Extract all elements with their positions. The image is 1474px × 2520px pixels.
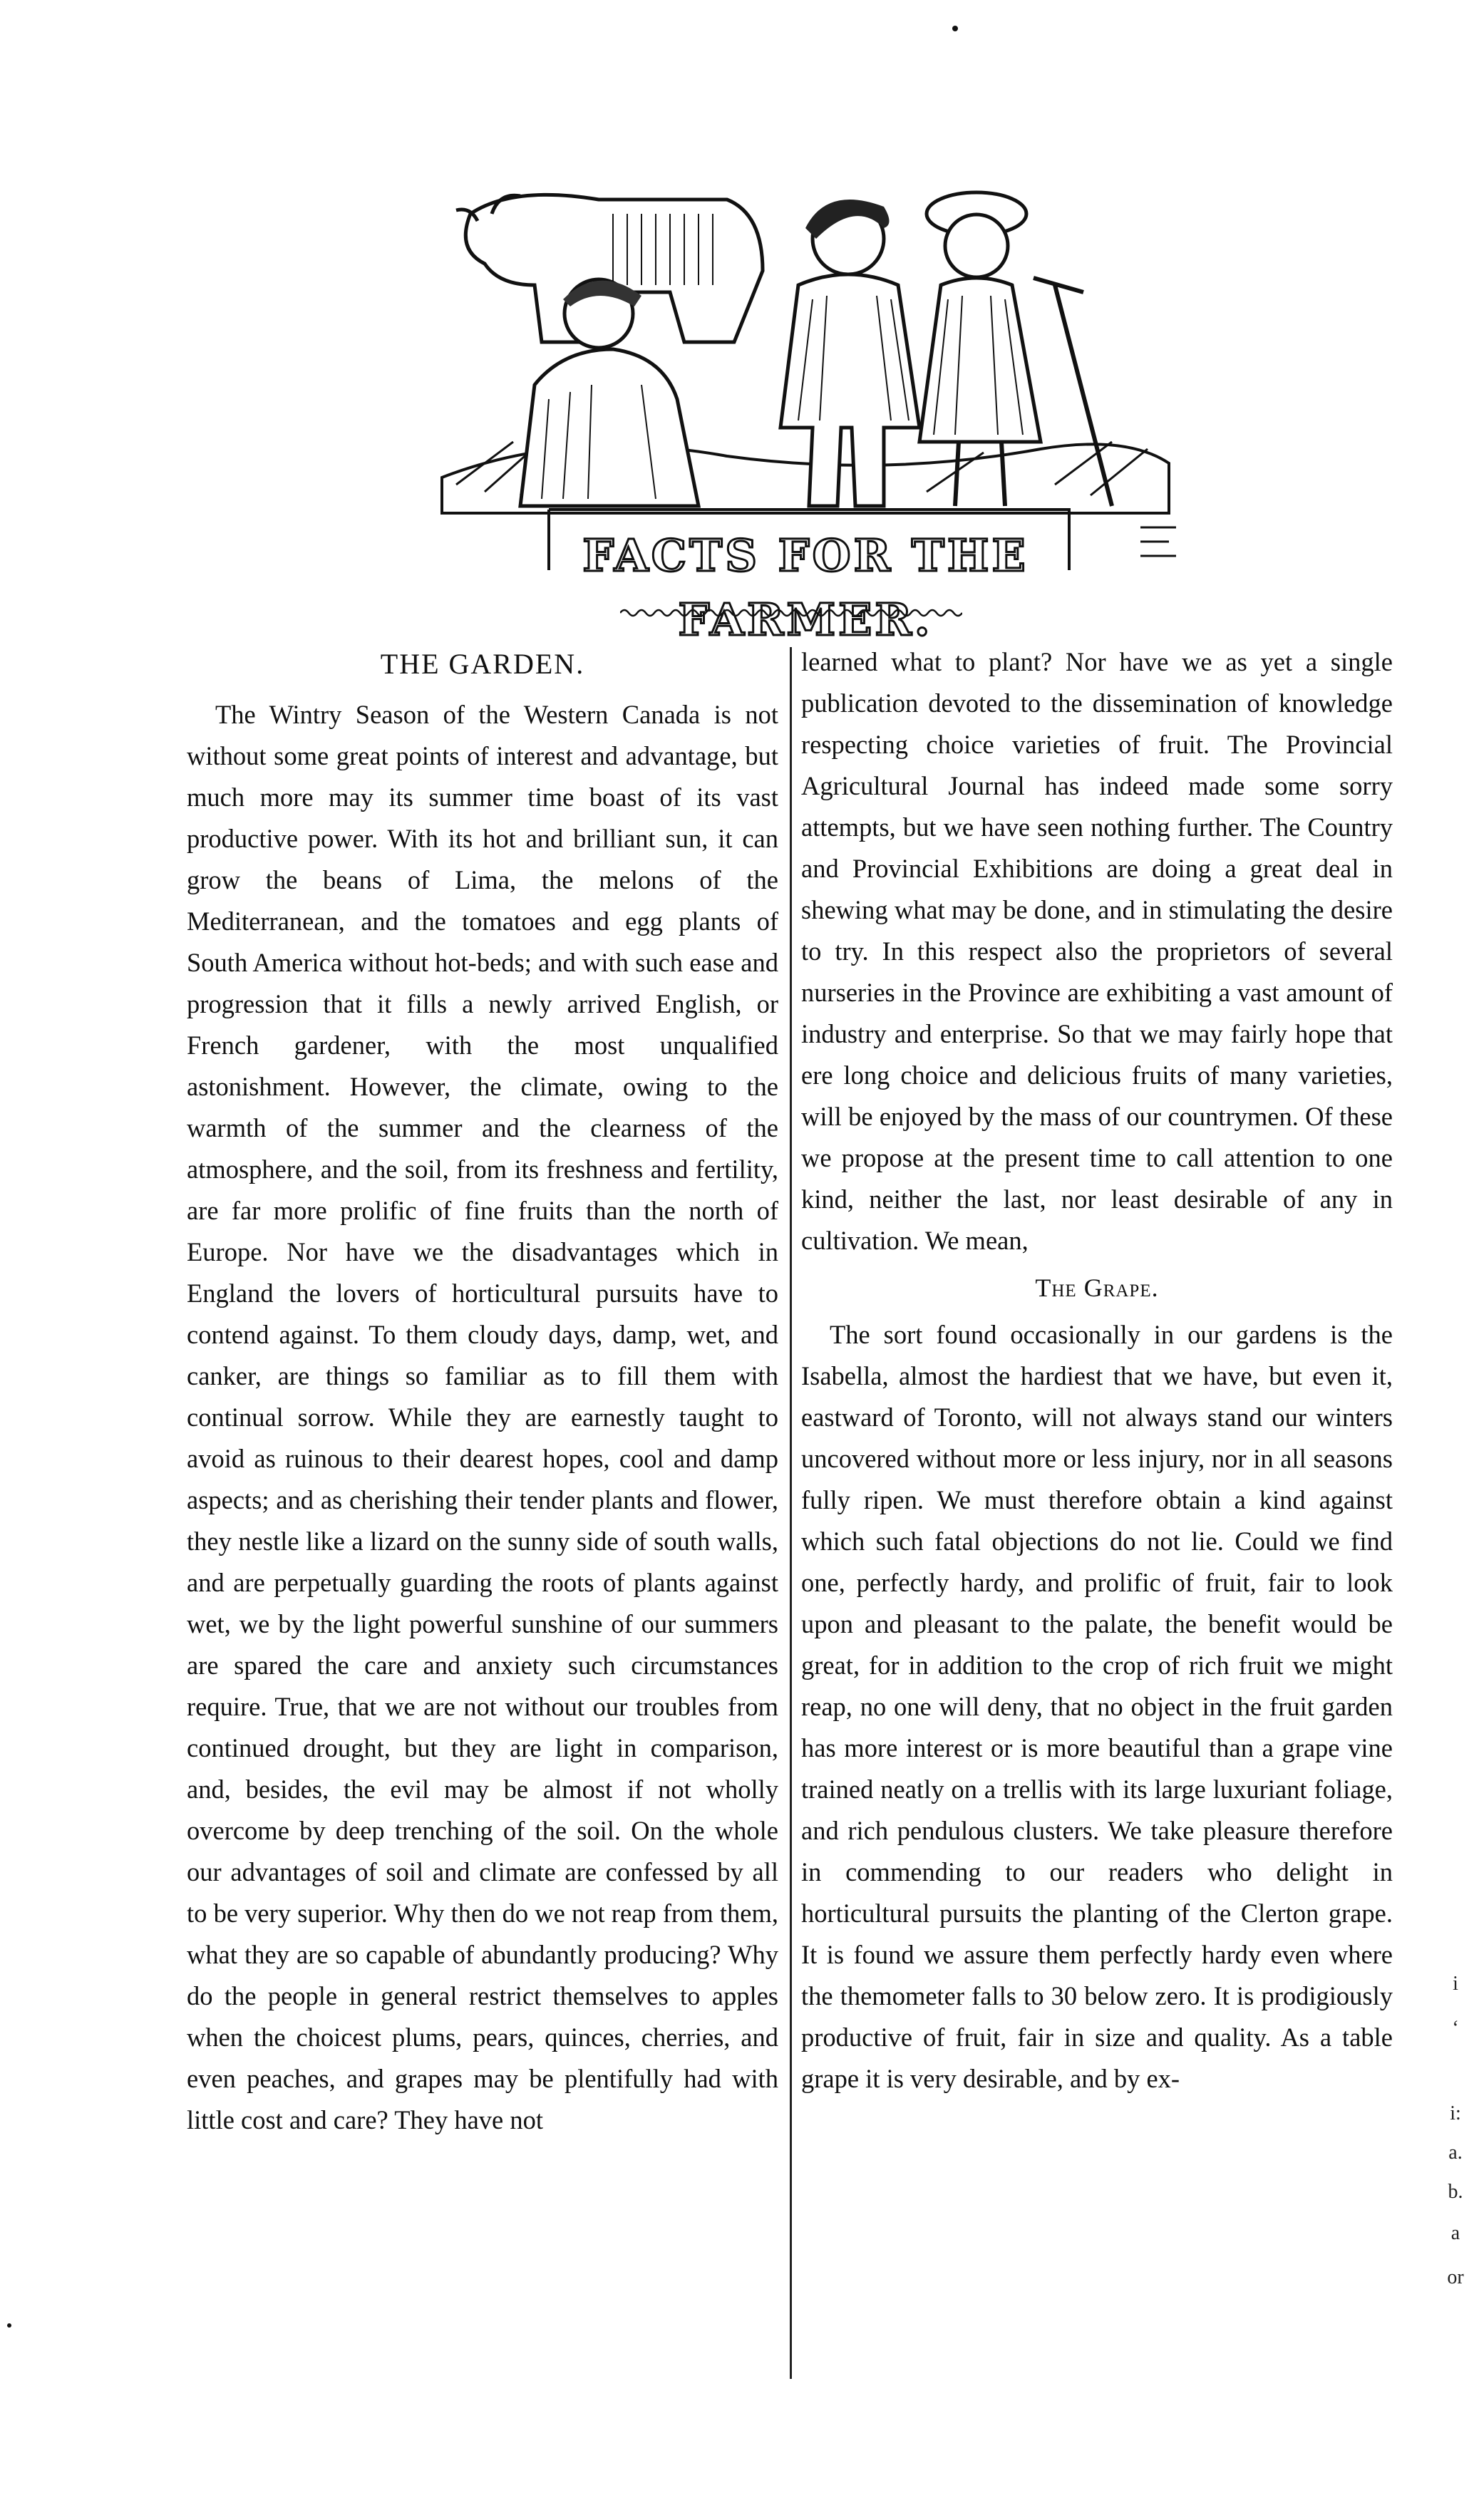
margin-fragment: a. xyxy=(1448,2142,1463,2164)
right-column xyxy=(801,641,1393,2100)
print-speck xyxy=(952,26,958,31)
margin-fragment: b. xyxy=(1448,2181,1463,2203)
margin-fragment: or xyxy=(1447,2266,1464,2288)
margin-fragment: a xyxy=(1450,2222,1460,2244)
column-divider xyxy=(790,647,792,2379)
section-banner-title: FACTS FOR THE FARMER. xyxy=(582,530,1029,646)
header-illustration xyxy=(428,171,1183,570)
article-heading: THE GARDEN. xyxy=(380,648,585,680)
margin-fragment: i: xyxy=(1450,2102,1461,2124)
left-column xyxy=(187,641,778,2141)
print-speck xyxy=(7,2323,11,2328)
paragraph: The Wintry Season of the Western Canada is not without some great points of interest and advantage, but much more may its summer time boast of its vast productive power. With its hot and brilliant sun, it can grow the beans of Lima, the melons of the Mediterranean, and the tomatoes and egg plants of South America without hot-beds; and with such ease and progression that it fills a newly arrived English, or French gardener, with the most unqualified astonishment. However, the climate, owing to the warmth of the summer and the clearness of the atmosphere, and the soil, from its freshness and fertility, are far more prolific of fine fruits than the north of Europe. Nor have we the disadvantages which in England the lovers of horticultural pursuits have to contend against. To them cloudy days, damp, wet, and canker, are things so familiar as to fill them with continual sorrow. While they are earnestly taught to avoid as ruinous to their dearest hopes, cool and damp aspects; and as cherishing their tender plants and flower, they nestle like a lizard on the sunny side of south walls, and are perpetually guarding the roots of plants against wet, we by the light powerful sunshine of our summers are spared the care and anxiety such circumstances require. True, that we are not without our troubles from continued drought, but they are light in comparison, and, besides, the evil may be almost if not wholly overcome by deep trenching of the soil. On the whole our advantages of soil and climate are confessed by all to be very superior. Why then do we not reap from them, what they are so capable of abundantly producing? Why do the people in general restrict themselves to apples when the choicest plums, pears, quinces, cherries, and even peaches, and grapes may be plentifully had with little cost and care? They have not xyxy=(187,700,778,2134)
subheading: The Grape. xyxy=(1035,1274,1159,1302)
margin-fragment: i xyxy=(1453,1973,1458,1995)
paragraph: The sort found occasionally in our gardens is the Isabella, almost the hardiest that we have, but even it, eastward of Toronto, will not always stand our winters uncovered without more or less injury, nor in all seasons fully ripen. We must therefore obtain a kind against which such fatal objections do not lie. Could we find one, perfectly hardy, and prolific of fruit, fair to look upon and pleasant to the palate, the benefit would be great, for in addition to the crop of rich fruit we might reap, no one will deny, that no object in the fruit garden has more interest or is more beautiful than a grape vine trained neatly on a trellis with its large luxuriant foliage, and rich pendulous clusters. We take pleasure therefore in commending to our readers who delight in horticultural pursuits the planting of the Clerton grape. It is found we assure them perfectly hardy even where the themometer falls to 30 below zero. It is prodigiously productive of fruit, fair in size and quality. As a table grape it is very desirable, and by ex- xyxy=(801,1320,1393,2093)
paragraph: learned what to plant? Nor have we as yet a single publication devoted to the dissemination of knowledge respecting choice varieties of fruit. The Provincial Agricultural Journal has indeed made some sorry attempts, but we have seen nothing further. The Country and Provincial Exhibitions are doing a great deal in shewing what may be done, and in stimulating the desire to try. In this respect also the proprietors of several nurseries in the Province are exhibiting a vast amount of industry and enterprise. So that we may fairly hope that ere long choice and delicious fruits of many varieties, will be enjoyed by the mass of our countrymen. Of these we propose at the present time to call attention to one kind, neither the last, nor least desirable of any in cultivation. We mean, xyxy=(801,647,1393,1255)
margin-fragment: ‘ xyxy=(1452,2017,1459,2039)
decorative-rule xyxy=(620,606,962,620)
